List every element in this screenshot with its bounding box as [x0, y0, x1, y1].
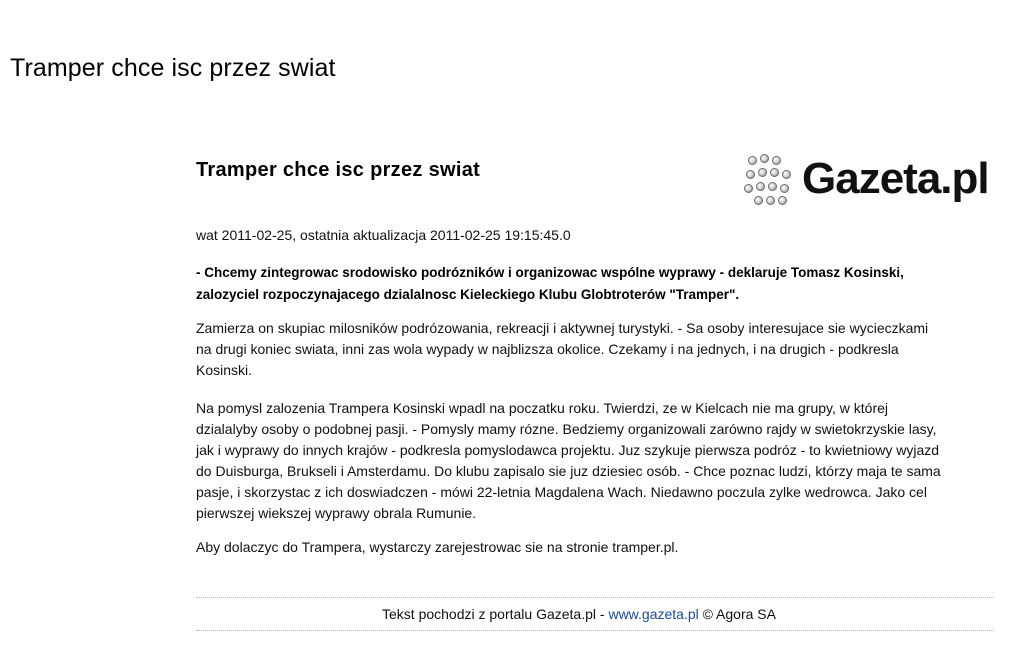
paragraph-line: pasje, i skorzystac z ich doswiadczen - mówi 22-letnia Magdalena Wach. Niedawno poczula zylke wedrowca. Jako cel	[196, 484, 927, 500]
gazeta-link[interactable]: www.gazeta.pl	[608, 606, 699, 622]
lead-line: zalozyciel rozpoczynajacego dzialalnosc Kieleckiego Klubu Globtroterów "Tramper".	[196, 287, 740, 302]
page-heading: Tramper chce isc przez swiat	[10, 53, 336, 82]
article-meta: wat 2011-02-25, ostatnia aktualizacja 2011-02-25 19:15:45.0	[196, 227, 571, 243]
paragraph-line: dzialalyby osoby o podobnej pasji. - Pomysly mamy rózne. Bedziemy organizowali zarówno rajdy w swietokrzyskie lasy,	[196, 421, 937, 437]
article-title: Tramper chce isc przez swiat	[196, 159, 481, 181]
paragraph-line: Kosinski.	[196, 362, 253, 378]
source-footer	[382, 605, 776, 623]
gazeta-logo	[744, 150, 996, 210]
paragraph-line: na drugi koniec swiata, inni zas wola wypady w najblizsza okolice. Czekamy i na jednych, i na drugich - podkresla	[196, 341, 899, 357]
paragraph-line: do Duisburga, Brukseli i Amsterdamu. Do klubu zapisalo sie juz dziesiec osób. - Chce poznac ludzi, którzy maja te sama	[196, 463, 941, 479]
footer-divider-top	[196, 597, 994, 598]
article-paragraph-3	[196, 537, 996, 558]
paragraph-line: pierwszej wiekszej wyprawy obrala Rumunie.	[196, 505, 477, 521]
footer-copyright: © Agora SA	[698, 606, 776, 622]
footer-prefix: Tekst pochodzi z portalu Gazeta.pl -	[382, 606, 609, 622]
lead-line: - Chcemy zintegrowac srodowisko podrózników i organizowac wspólne wyprawy - deklaruje Tomasz Kosinski,	[196, 265, 904, 280]
paragraph-line: Aby dolaczyc do Trampera, wystarczy zarejestrowac sie na stronie tramper.pl.	[196, 539, 679, 555]
paragraph-line: Zamierza on skupiac milosników podrózowania, rekreacji i aktywnej turystyki. - Sa osoby interesujace sie wycieczkami	[196, 320, 929, 336]
article-lead	[196, 262, 996, 306]
article-paragraph-1	[196, 318, 996, 381]
article-paragraph-2	[196, 398, 996, 524]
dot-grid-logo-icon	[744, 154, 794, 208]
paragraph-line: Na pomysl zalozenia Trampera Kosinski wpadl na poczatku roku. Twierdzi, ze w Kielcach nie ma grupy, w której	[196, 400, 889, 416]
paragraph-line: jak i wyprawy do innych krajów - podkresla pomyslodawca projektu. Juz szykuje pierwsza podróz - to kwietniowy wyjazd	[196, 442, 940, 458]
footer-divider-bottom	[196, 630, 994, 631]
gazeta-wordmark: Gazeta.pl	[802, 154, 989, 203]
